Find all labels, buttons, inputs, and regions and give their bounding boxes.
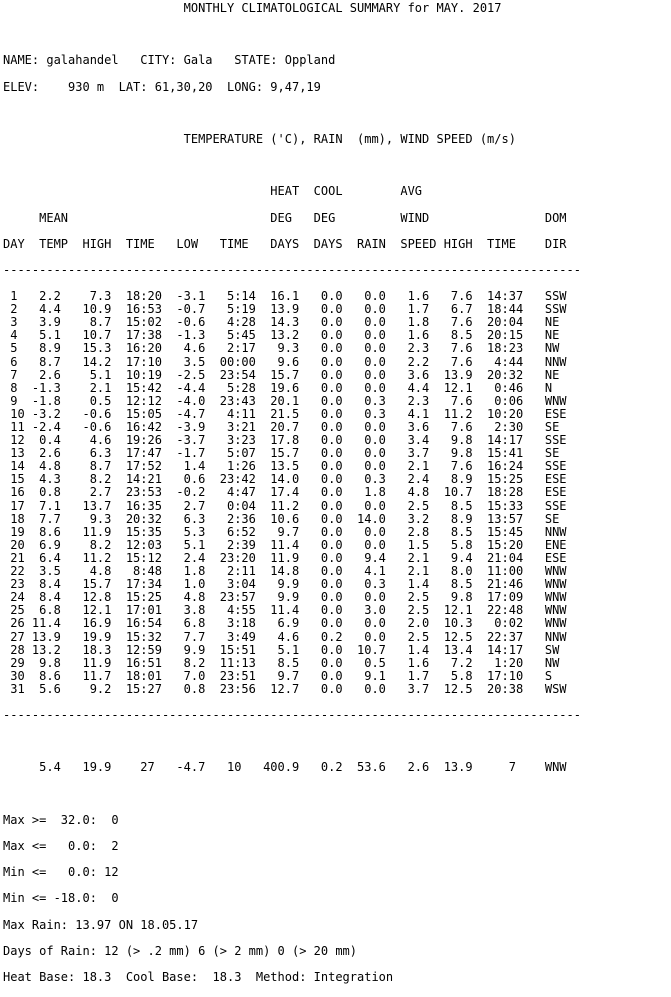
header-row-1: HEAT COOL AVG xyxy=(3,184,545,199)
station-line: NAME: galahandel CITY: Gala STATE: Oppland xyxy=(3,53,336,68)
totals-row: 5.4 19.9 27 -4.7 10 400.9 0.2 53.6 2.6 13.9 7 WNW xyxy=(3,760,567,775)
divider: -------------------------------------------------------------------------------- xyxy=(3,262,581,277)
blank-line xyxy=(3,788,671,801)
table-row: 18 7.7 9.3 20:32 6.3 2:36 10.6 0.0 14.0 3.2 8.9 13:57 SE xyxy=(3,511,560,526)
table-row: 27 13.9 19.9 15:32 7.7 3:49 4.6 0.2 0.0 2.5 12.5 22:37 NNW xyxy=(3,629,567,644)
footer-days-of-rain: Days of Rain: 12 (> .2 mm) 6 (> 2 mm) 0 (> 20 mm) xyxy=(3,943,358,958)
table-row: 31 5.6 9.2 15:27 0.8 23:56 12.7 0.0 0.0 3.7 12.5 20:38 WSW xyxy=(3,681,567,696)
footer-max-rain: Max Rain: 13.97 ON 18.05.17 xyxy=(3,917,199,932)
table-row: 28 13.2 18.3 12:59 9.9 15:51 5.1 0.0 10.7 1.4 13.4 14:17 SW xyxy=(3,642,560,657)
table-row: 12 0.4 4.6 19:26 -3.7 3:23 17.8 0.0 0.0 3.4 9.8 14:17 SSE xyxy=(3,433,567,448)
divider: -------------------------------------------------------------------------------- xyxy=(3,708,581,723)
table-row: 23 8.4 15.7 17:34 1.0 3:04 9.9 0.0 0.3 1.4 8.5 21:46 WNW xyxy=(3,577,567,592)
table-row: 5 8.9 15.3 16:20 4.6 2:17 9.3 0.0 0.0 2.3 7.6 18:23 NW xyxy=(3,341,560,356)
table-row: 24 8.4 12.8 15:25 4.8 23:57 9.9 0.0 0.0 2.5 9.8 17:09 WNW xyxy=(3,590,567,605)
footer-base-method: Heat Base: 18.3 Cool Base: 18.3 Method: Integration xyxy=(3,969,394,984)
table-row: 30 8.6 11.7 18:01 7.0 23:51 9.7 0.0 9.1 1.7 5.8 17:10 S xyxy=(3,668,553,683)
table-row: 29 9.8 11.9 16:51 8.2 11:13 8.5 0.0 0.5 1.6 7.2 1:20 NW xyxy=(3,655,560,670)
blank-line xyxy=(3,28,671,41)
header-row-3: DAY TEMP HIGH TIME LOW TIME DAYS DAYS RAIN SPEED HIGH TIME DIR xyxy=(3,236,567,251)
blank-line xyxy=(3,107,671,120)
table-row: 3 3.9 8.7 15:02 -0.6 4:28 14.3 0.0 0.0 1.8 7.6 20:04 NE xyxy=(3,315,560,330)
table-row: 7 2.6 5.1 10:19 -2.5 23:54 15.7 0.0 0.0 3.6 13.9 20:32 NE xyxy=(3,367,560,382)
header-row-2: MEAN DEG DEG WIND DOM xyxy=(3,210,567,225)
table-row: 13 2.6 6.3 17:47 -1.7 5:07 15.7 0.0 0.0 3.7 9.8 15:41 SE xyxy=(3,446,560,461)
table-row: 14 4.8 8.7 17:52 1.4 1:26 13.5 0.0 0.0 2.1 7.6 16:24 SSE xyxy=(3,459,567,474)
footer-max-le-0: Max <= 0.0: 2 xyxy=(3,839,119,853)
table-row: 17 7.1 13.7 16:35 2.7 0:04 11.2 0.0 0.0 2.5 8.5 15:33 SSE xyxy=(3,498,567,513)
table-row: 9 -1.8 0.5 12:12 -4.0 23:43 20.1 0.0 0.3 2.3 7.6 0:06 WNW xyxy=(3,393,567,408)
table-row: 19 8.6 11.9 15:35 5.3 6:52 9.7 0.0 0.0 2.8 8.5 15:45 NNW xyxy=(3,524,567,539)
table-row: 8 -1.3 2.1 15:42 -4.4 5:28 19.6 0.0 0.0 4.4 12.1 0:46 N xyxy=(3,380,553,395)
table-row: 2 4.4 10.9 16:53 -0.7 5:19 13.9 0.0 0.0 1.7 6.7 18:44 SSW xyxy=(3,302,567,317)
blank-line xyxy=(3,735,671,748)
footer-max-ge-32: Max >= 32.0: 0 xyxy=(3,812,119,827)
daily-rows xyxy=(3,290,671,696)
table-row: 1 2.2 7.3 18:20 -3.1 5:14 16.1 0.0 0.0 1.6 7.6 14:37 SSW xyxy=(3,289,567,304)
blank-line xyxy=(3,159,671,172)
elevation-line: ELEV: 930 m LAT: 61,30,20 LONG: 9,47,19 xyxy=(3,79,321,94)
table-row: 25 6.8 12.1 17:01 3.8 4:55 11.4 0.0 3.0 2.5 12.1 22:48 WNW xyxy=(3,603,567,618)
report-title: MONTHLY CLIMATOLOGICAL SUMMARY for MAY. 2017 xyxy=(3,1,502,15)
table-row: 16 0.8 2.7 23:53 -0.2 4:47 17.4 0.0 1.8 4.8 10.7 18:28 ESE xyxy=(3,485,567,500)
table-row: 15 4.3 8.2 14:21 0.6 23:42 14.0 0.0 0.3 2.4 8.9 15:25 ESE xyxy=(3,472,567,487)
table-row: 20 6.9 8.2 12:03 5.1 2:39 11.4 0.0 0.0 1.5 5.8 15:20 ENE xyxy=(3,537,567,552)
table-row: 6 8.7 14.2 17:10 3.5 00:00 9.6 0.0 0.0 2.2 7.6 4:44 NNW xyxy=(3,354,567,369)
table-row: 11 -2.4 -0.6 16:42 -3.9 3:21 20.7 0.0 0.0 3.6 7.6 2:30 SE xyxy=(3,420,560,434)
units-line: TEMPERATURE ('C), RAIN (mm), WIND SPEED (m/s) xyxy=(3,131,516,146)
footer-min-le-0: Min <= 0.0: 12 xyxy=(3,865,119,880)
footer-min-le-minus-18: Min <= -18.0: 0 xyxy=(3,891,119,906)
table-row: 21 6.4 11.2 15:12 2.4 23:20 11.9 0.0 9.4 2.1 9.4 21:04 ESE xyxy=(3,550,567,565)
table-row: 10 -3.2 -0.6 15:05 -4.7 4:11 21.5 0.0 0.3 4.1 11.2 10:20 ESE xyxy=(3,406,567,421)
table-row: 26 11.4 16.9 16:54 6.8 3:18 6.9 0.0 0.0 2.0 10.3 0:02 WNW xyxy=(3,616,567,631)
table-row: 4 5.1 10.7 17:38 -1.3 5:45 13.2 0.0 0.0 1.6 8.5 20:15 NE xyxy=(3,328,560,343)
table-row: 22 3.5 4.8 8:48 1.8 2:11 14.8 0.0 4.1 2.1 8.0 11:00 WNW xyxy=(3,564,567,579)
